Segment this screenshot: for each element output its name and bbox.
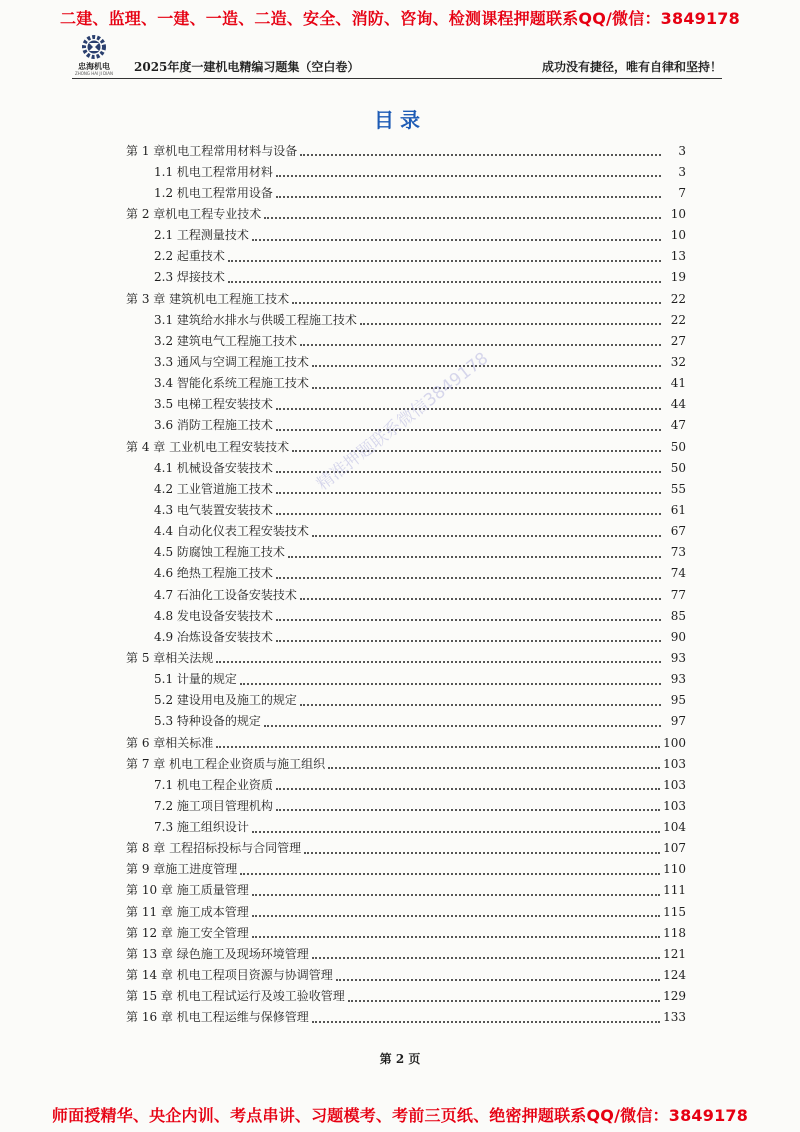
toc-entry-page: 93 <box>670 650 686 665</box>
gear-logo-icon <box>78 34 110 62</box>
toc-entry[interactable] <box>126 922 686 943</box>
toc-entry-label: 4.4 自动化仪表工程安装技术 <box>154 524 309 539</box>
toc-entry-label: 1.1 机电工程常用材料 <box>154 164 273 179</box>
toc-entry-label: 7.3 施工组织设计 <box>154 820 249 835</box>
toc-entry-page: 13 <box>670 249 686 264</box>
toc-leader-dots <box>312 386 661 389</box>
toc-entry[interactable] <box>126 288 686 309</box>
toc-entry-page: 103 <box>663 798 686 813</box>
toc-entry-label: 7.2 施工项目管理机构 <box>154 798 273 813</box>
toc-leader-dots <box>360 322 661 325</box>
toc-entry[interactable] <box>126 669 686 690</box>
logo-name: 忠海机电 <box>78 62 110 71</box>
toc-entry-page: 22 <box>670 291 686 306</box>
toc-leader-dots <box>328 766 660 769</box>
toc-entry[interactable] <box>126 1007 686 1028</box>
toc-leader-dots <box>292 301 661 304</box>
toc-entry[interactable] <box>126 943 686 964</box>
toc-entry-label: 第 2 章机电工程专业技术 <box>126 206 262 221</box>
toc-entry-page: 111 <box>663 883 686 898</box>
toc-entry-label: 第 3 章 建筑机电工程施工技术 <box>126 291 290 306</box>
toc-entry[interactable] <box>126 373 686 394</box>
toc-leader-dots <box>252 238 661 241</box>
toc-entry-label: 3.3 通风与空调工程施工技术 <box>154 354 309 369</box>
toc-entry-page: 124 <box>663 968 686 983</box>
toc-entry-page: 118 <box>663 925 686 940</box>
toc-leader-dots <box>276 407 661 410</box>
toc-entry[interactable] <box>126 499 686 520</box>
toc-entry-label: 第 6 章相关标准 <box>126 735 214 750</box>
toc-entry[interactable] <box>126 647 686 668</box>
toc-entry-label: 4.6 绝热工程施工技术 <box>154 566 273 581</box>
toc-entry-page: 95 <box>670 693 686 708</box>
toc-entry-page: 22 <box>670 312 686 327</box>
toc-entry[interactable] <box>126 330 686 351</box>
toc-leader-dots <box>240 682 661 685</box>
toc-leader-dots <box>336 978 660 981</box>
toc-entry-page: 67 <box>670 524 686 539</box>
toc-entry-label: 3.4 智能化系统工程施工技术 <box>154 376 309 391</box>
toc-entry-label: 4.8 发电设备安装技术 <box>154 608 273 623</box>
promo-banner-bottom: 师面授精华、央企内训、考点串讲、习题模考、考前三页纸、绝密押题联系QQ/微信：3849178 <box>51 1106 749 1125</box>
toc-leader-dots <box>264 724 661 727</box>
toc-entry[interactable] <box>126 795 686 816</box>
toc-leader-dots <box>216 745 660 748</box>
toc-entry[interactable] <box>126 964 686 985</box>
toc-leader-dots <box>276 174 661 177</box>
toc-entry-label: 第 11 章 施工成本管理 <box>126 904 249 919</box>
toc-entry-page: 74 <box>670 566 686 581</box>
toc-entry-label: 第 7 章 机电工程企业资质与施工组织 <box>126 756 326 771</box>
toc-entry-page: 77 <box>670 587 686 602</box>
toc-leader-dots <box>228 259 661 262</box>
toc-entry[interactable] <box>126 161 686 182</box>
toc-entry[interactable] <box>126 584 686 605</box>
toc-leader-dots <box>288 555 661 558</box>
toc-entry-label: 第 9 章施工进度管理 <box>126 862 238 877</box>
toc-entry-page: 115 <box>663 904 686 919</box>
toc-entry-page: 19 <box>670 270 686 285</box>
toc-leader-dots <box>300 703 661 706</box>
toc-entry[interactable] <box>126 986 686 1007</box>
toc-leader-dots <box>300 343 661 346</box>
toc-leader-dots <box>300 597 661 600</box>
toc-leader-dots <box>276 787 660 790</box>
header-motto: 成功没有捷径，唯有自律和坚持！ <box>541 60 722 74</box>
toc-entry[interactable] <box>126 817 686 838</box>
toc-entry[interactable] <box>126 626 686 647</box>
toc-entry-label: 5.2 建设用电及施工的规定 <box>154 693 297 708</box>
toc-entry-page: 93 <box>670 672 686 687</box>
toc-entry-label: 4.9 冶炼设备安装技术 <box>154 629 273 644</box>
toc-entry-label: 5.1 计量的规定 <box>154 672 237 687</box>
toc-leader-dots <box>252 914 660 917</box>
toc-entry-label: 2.2 起重技术 <box>154 249 225 264</box>
toc-entry[interactable] <box>126 225 686 246</box>
toc-leader-dots <box>252 830 660 833</box>
toc-entry-page: 41 <box>670 376 686 391</box>
toc-entry[interactable] <box>126 563 686 584</box>
page-number: 第 2 页 <box>379 1052 421 1066</box>
toc-entry-page: 55 <box>670 481 686 496</box>
toc-entry-page: 27 <box>670 333 686 348</box>
toc-leader-dots <box>276 428 661 431</box>
toc-entry-label: 3.2 建筑电气工程施工技术 <box>154 333 297 348</box>
toc-entry-label: 第 4 章 工业机电工程安装技术 <box>126 439 290 454</box>
toc-leader-dots <box>304 851 660 854</box>
toc-entry[interactable] <box>126 901 686 922</box>
toc-entry-label: 4.7 石油化工设备安装技术 <box>154 587 297 602</box>
toc-entry[interactable] <box>126 203 686 224</box>
toc-entry[interactable] <box>126 309 686 330</box>
toc-leader-dots <box>312 534 661 537</box>
toc-entry-page: 133 <box>663 1010 686 1025</box>
toc-entry-page: 47 <box>670 418 686 433</box>
toc-entry[interactable] <box>126 880 686 901</box>
toc-entry-page: 44 <box>670 397 686 412</box>
toc-entry-label: 3.1 建筑给水排水与供暖工程施工技术 <box>154 312 357 327</box>
toc-entry-label: 第 10 章 施工质量管理 <box>126 883 249 898</box>
toc-entry-label: 2.3 焊接技术 <box>154 270 225 285</box>
toc-entry-page: 90 <box>670 629 686 644</box>
toc-entry-label: 5.3 特种设备的规定 <box>154 714 261 729</box>
toc-leader-dots <box>228 280 661 283</box>
toc-entry-label: 4.5 防腐蚀工程施工技术 <box>154 545 285 560</box>
toc-entry[interactable] <box>126 182 686 203</box>
watermark-text: 精准押题联系微信3849178 <box>313 348 493 495</box>
toc-entry-label: 第 13 章 绿色施工及现场环境管理 <box>126 946 309 961</box>
toc-entry-page: 61 <box>670 502 686 517</box>
toc-entry-page: 3 <box>678 164 686 179</box>
toc-entry[interactable] <box>126 478 686 499</box>
toc-entry-page: 85 <box>670 608 686 623</box>
toc-entry[interactable] <box>126 521 686 542</box>
toc-entry-page: 103 <box>663 756 686 771</box>
logo <box>72 34 116 78</box>
toc-entry-page: 3 <box>678 143 686 158</box>
toc-entry[interactable] <box>126 542 686 563</box>
toc-entry-label: 4.3 电气装置安装技术 <box>154 502 273 517</box>
toc-entry[interactable] <box>126 838 686 859</box>
toc-leader-dots <box>312 956 660 959</box>
toc-entry-page: 121 <box>663 946 686 961</box>
page-header <box>72 34 722 79</box>
toc-leader-dots <box>276 808 660 811</box>
toc-entry-page: 104 <box>663 820 686 835</box>
toc-entry[interactable] <box>126 774 686 795</box>
toc-entry[interactable] <box>126 753 686 774</box>
toc-entry-page: 103 <box>663 777 686 792</box>
toc-entry[interactable] <box>126 351 686 372</box>
toc-leader-dots <box>312 1020 660 1023</box>
toc-leader-dots <box>276 618 661 621</box>
toc-entry[interactable] <box>126 690 686 711</box>
toc-leader-dots <box>252 935 660 938</box>
toc-leader-dots <box>276 195 661 198</box>
toc-leader-dots <box>276 639 661 642</box>
toc-entry-label: 3.5 电梯工程安装技术 <box>154 397 273 412</box>
toc-entry-label: 第 16 章 机电工程运维与保修管理 <box>126 1010 309 1025</box>
logo-subtitle: ZHONG HAI JI DIAN <box>74 71 114 76</box>
toc-entry-page: 97 <box>670 714 686 729</box>
toc-leader-dots <box>276 512 661 515</box>
toc-entry[interactable] <box>126 859 686 880</box>
table-of-contents <box>126 140 686 1028</box>
toc-leader-dots <box>252 893 660 896</box>
toc-leader-dots <box>348 999 660 1002</box>
toc-entry-page: 7 <box>678 185 686 200</box>
toc-entry-label: 7.1 机电工程企业资质 <box>154 777 273 792</box>
toc-entry[interactable] <box>126 732 686 753</box>
toc-leader-dots <box>276 576 661 579</box>
toc-leader-dots <box>240 872 660 875</box>
toc-entry-page: 10 <box>670 228 686 243</box>
toc-entry-label: 2.1 工程测量技术 <box>154 228 249 243</box>
header-title: 2025年度一建机电精编习题集（空白卷） <box>134 60 360 74</box>
toc-entry-page: 107 <box>663 841 686 856</box>
toc-entry-page: 10 <box>670 206 686 221</box>
toc-entry-page: 50 <box>670 439 686 454</box>
toc-entry[interactable] <box>126 267 686 288</box>
toc-entry-page: 32 <box>670 354 686 369</box>
toc-leader-dots <box>216 660 661 663</box>
toc-entry-label: 第 1 章机电工程常用材料与设备 <box>126 143 298 158</box>
toc-entry-page: 110 <box>663 862 686 877</box>
toc-entry-label: 3.6 消防工程施工技术 <box>154 418 273 433</box>
toc-entry[interactable] <box>126 605 686 626</box>
toc-title: 目录 <box>374 108 426 132</box>
promo-banner-top: 二建、监理、一建、一造、二造、安全、消防、咨询、检测课程押题联系QQ/微信：3849178 <box>60 9 740 28</box>
toc-entry[interactable] <box>126 711 686 732</box>
toc-entry-page: 73 <box>670 545 686 560</box>
toc-entry-page: 100 <box>663 735 686 750</box>
toc-entry-label: 第 15 章 机电工程试运行及竣工验收管理 <box>126 989 345 1004</box>
toc-entry[interactable] <box>126 246 686 267</box>
toc-entry[interactable] <box>126 436 686 457</box>
toc-leader-dots <box>300 153 661 156</box>
toc-entry-page: 50 <box>670 460 686 475</box>
toc-entry-label: 1.2 机电工程常用设备 <box>154 185 273 200</box>
toc-entry[interactable] <box>126 140 686 161</box>
toc-entry[interactable] <box>126 457 686 478</box>
toc-entry-label: 第 14 章 机电工程项目资源与协调管理 <box>126 968 333 983</box>
toc-entry-label: 4.2 工业管道施工技术 <box>154 481 273 496</box>
toc-entry-label: 4.1 机械设备安装技术 <box>154 460 273 475</box>
toc-leader-dots <box>264 216 661 219</box>
toc-entry-label: 第 5 章相关法规 <box>126 650 214 665</box>
toc-entry-label: 第 8 章 工程招标投标与合同管理 <box>126 841 302 856</box>
toc-entry-label: 第 12 章 施工安全管理 <box>126 925 249 940</box>
toc-entry-page: 129 <box>663 989 686 1004</box>
toc-leader-dots <box>276 491 661 494</box>
